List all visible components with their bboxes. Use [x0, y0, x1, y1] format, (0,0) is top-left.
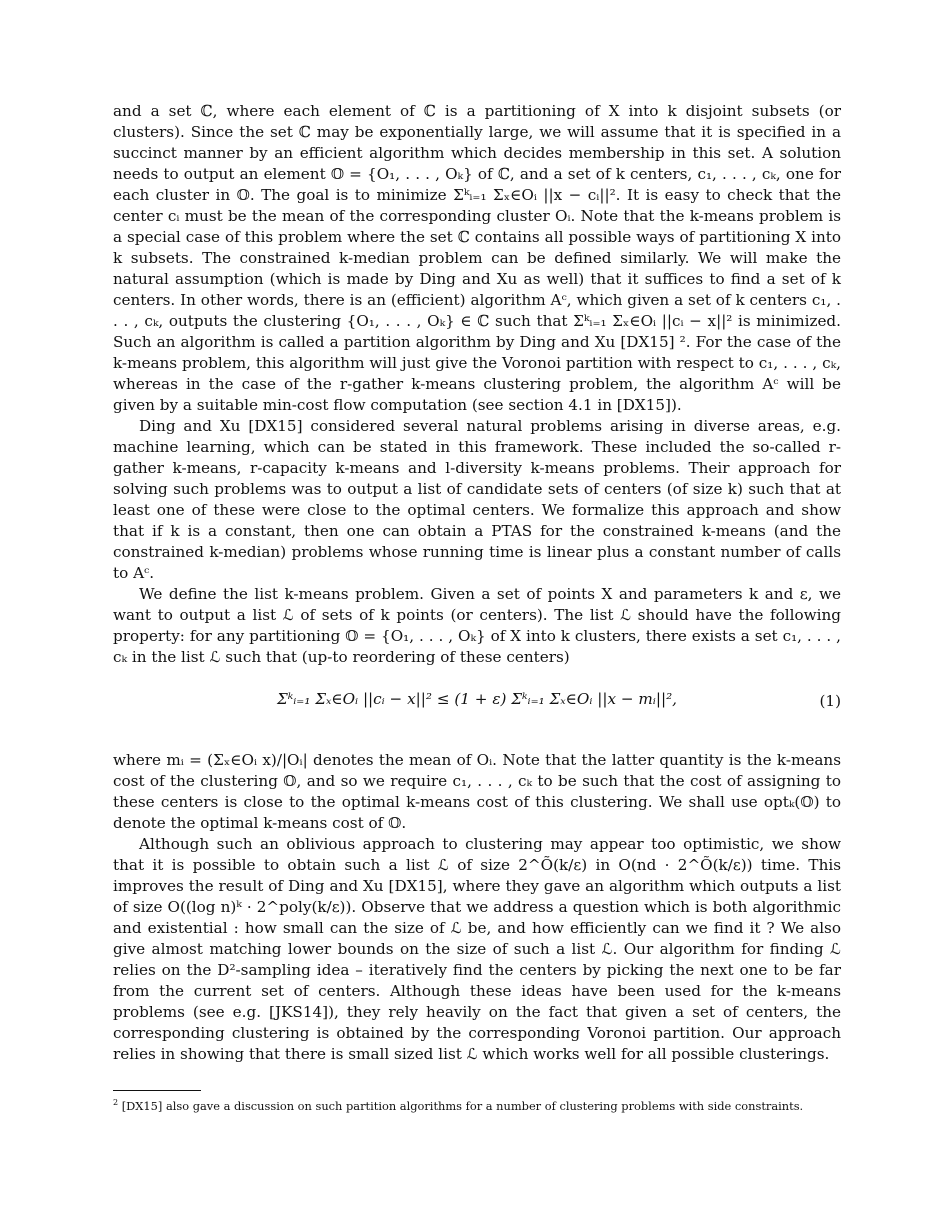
paragraph-1: and a set ℂ, where each element of ℂ is a partitioning of X into k disjoint subsets (or clusters). Since the set ℂ may be exponentially large, we will assume that it is specified in a succinct manner by an efficient algorithm which decides membership in this set. A solution needs to output an element 𝕆 = {O₁, . . . , Oₖ} of ℂ, and a set of k centers, c₁, . . . , cₖ, one for each cluster in 𝕆. The goal is to minimize Σᵏᵢ₌₁ Σₓ∈Oᵢ ||x − cᵢ||². It is easy to check that the center cᵢ must be the mean of the corresponding cluster Oᵢ. Note that the k-means problem is a special case of this problem where the set ℂ contains all possible ways of partitioning X into k subsets. The constrained k-median problem can be defined similarly. We will make the natural assumption (which is made by Ding and Xu as well) that it suffices to find a set of k centers. In other words, there is an (efficient) algorithm Aᶜ, which given a set of k centers c₁, . . . , cₖ, outputs the clustering {O₁, . . . , Oₖ} ∈ ℂ such that Σᵏᵢ₌₁ Σₓ∈Oᵢ ||cᵢ − x||² is minimized. Such an algorithm is called a partition algorithm by Ding and Xu [DX15] ². For the case of the k-means problem, this algorithm will just give the Voronoi partition with respect to c₁, . . . , cₖ, whereas in the case of the r-gather k-means clustering problem, the algorithm Aᶜ will be given by a suitable min-cost flow computation (see section 4.1 in [DX15]). [113, 102, 841, 414]
footnote-rule [113, 1090, 201, 1091]
footnote-mark: 2 [113, 1098, 119, 1107]
footnote [113, 1095, 841, 1114]
paragraph-4: where mᵢ = (Σₓ∈Oᵢ x)/|Oᵢ| denotes the mean of Oᵢ. Note that the latter quantity is the k-means cost of the clustering 𝕆, and so we require c₁, . . . , cₖ to be such that the cost of assigning to these centers is close to the optimal k-means cost of this clustering. We shall use optₖ(𝕆) to denote the optimal k-means cost of 𝕆. [113, 751, 841, 832]
equation-1 [113, 672, 841, 744]
equation-number: (1) [819, 692, 841, 710]
paragraph-3: We define the list k-means problem. Given a set of points X and parameters k and ε, we want to output a list ℒ of sets of k points (or centers). The list ℒ should have the following property: for any partitioning 𝕆 = {O₁, . . . , Oₖ} of X into k clusters, there exists a set c₁, . . . , cₖ in the list ℒ such that (up-to reordering of these centers) [113, 585, 841, 666]
paper-body [113, 101, 841, 1065]
footnote-text: [DX15] also gave a discussion on such partition algorithms for a number of clustering problems with side constraints. [121, 1098, 804, 1113]
equation-body: Σᵏᵢ₌₁ Σₓ∈Oᵢ ||cᵢ − x||² ≤ (1 + ε) Σᵏᵢ₌₁ Σₓ∈Oᵢ ||x − mᵢ||², [276, 690, 678, 708]
paragraph-2: Ding and Xu [DX15] considered several natural problems arising in diverse areas, e.g. machine learning, which can be stated in this framework. These included the so-called r-gather k-means, r-capacity k-means and l-diversity k-means problems. Their approach for solving such problems was to output a list of candidate sets of centers (of size k) such that at least one of these were close to the optimal centers. We formalize this approach and show that if k is a constant, then one can obtain a PTAS for the constrained k-means (and the constrained k-median) problems whose running time is linear plus a constant number of calls to Aᶜ. [113, 417, 841, 582]
paragraph-5: Although such an oblivious approach to clustering may appear too optimistic, we show that it is possible to obtain such a list ℒ of size 2^Õ(k/ε) in O(nd · 2^Õ(k/ε)) time. This improves the result of Ding and Xu [DX15], where they gave an algorithm which outputs a list of size O((log n)ᵏ · 2^poly(k/ε)). Observe that we address a question which is both algorithmic and existential : how small can the size of ℒ be, and how efficiently can we find it ? We also give almost matching lower bounds on the size of such a list ℒ. Our algorithm for finding ℒ relies on the D²-sampling idea – iteratively find the centers by picking the next one to be far from the current set of centers. Although these ideas have been used for the k-means problems (see e.g. [JKS14]), they rely heavily on the fact that given a set of centers, the corresponding clustering is obtained by the corresponding Voronoi partition. Our approach relies in showing that there is small sized list ℒ which works well for all possible clusterings. [113, 835, 841, 1063]
